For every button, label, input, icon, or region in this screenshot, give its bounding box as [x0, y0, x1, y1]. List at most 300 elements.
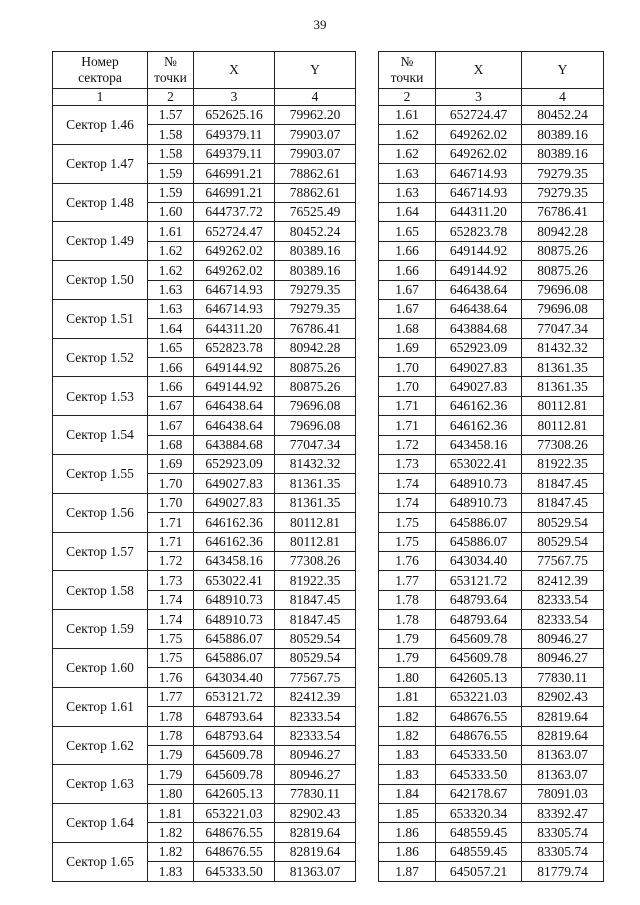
table-row [379, 377, 604, 396]
sector-name-cell: Сектор 1.53 [53, 377, 148, 416]
table-row [379, 396, 604, 415]
table-row [379, 590, 604, 609]
right-coordinates-table [378, 51, 604, 882]
table-row [379, 164, 604, 183]
x-coordinate-cell: 653022.41 [194, 571, 275, 590]
x-coordinate-cell: 644311.20 [194, 319, 275, 338]
point-number-cell: 1.65 [148, 338, 194, 357]
sector-name-cell: Сектор 1.51 [53, 299, 148, 338]
table-row [379, 493, 604, 512]
x-coordinate-cell: 646162.36 [194, 513, 275, 532]
point-number-cell: 1.57 [148, 106, 194, 125]
table-row [379, 648, 604, 667]
right-table-body [379, 106, 604, 882]
x-coordinate-cell: 643884.68 [194, 435, 275, 454]
table-row [379, 106, 604, 125]
y-coordinate-cell: 80942.28 [522, 222, 604, 241]
table-row [379, 416, 604, 435]
table-row [53, 571, 356, 590]
y-coordinate-cell: 79279.35 [522, 164, 604, 183]
x-coordinate-cell: 652823.78 [436, 222, 522, 241]
point-number-cell: 1.82 [379, 707, 436, 726]
x-coordinate-cell: 653221.03 [436, 687, 522, 706]
y-coordinate-cell: 76786.41 [275, 319, 356, 338]
point-number-cell: 1.63 [148, 280, 194, 299]
x-coordinate-cell: 648676.55 [436, 707, 522, 726]
point-number-cell: 1.59 [148, 183, 194, 202]
point-number-cell: 1.82 [148, 842, 194, 861]
y-coordinate-cell: 80529.54 [275, 648, 356, 667]
point-number-cell: 1.66 [148, 377, 194, 396]
point-number-cell: 1.80 [379, 668, 436, 687]
point-number-cell: 1.82 [379, 726, 436, 745]
x-coordinate-cell: 648793.64 [436, 610, 522, 629]
y-coordinate-cell: 80112.81 [275, 532, 356, 551]
y-coordinate-cell: 80875.26 [522, 241, 604, 260]
sector-name-cell: Сектор 1.57 [53, 532, 148, 571]
y-coordinate-cell: 80529.54 [275, 629, 356, 648]
right-header-row [379, 52, 604, 89]
point-number-cell: 1.70 [379, 377, 436, 396]
table-row [379, 125, 604, 144]
y-coordinate-cell: 79903.07 [275, 125, 356, 144]
point-number-cell: 1.76 [148, 668, 194, 687]
x-coordinate-cell: 649144.92 [436, 241, 522, 260]
x-coordinate-cell: 648793.64 [436, 590, 522, 609]
x-coordinate-cell: 643034.40 [194, 668, 275, 687]
y-coordinate-cell: 77308.26 [275, 551, 356, 570]
sector-name-cell: Сектор 1.58 [53, 571, 148, 610]
x-coordinate-cell: 648676.55 [436, 726, 522, 745]
point-number-cell: 1.79 [379, 648, 436, 667]
point-number-cell: 1.77 [148, 687, 194, 706]
sector-name-cell: Сектор 1.59 [53, 610, 148, 649]
y-coordinate-cell: 81361.35 [522, 377, 604, 396]
point-number-cell: 1.71 [379, 396, 436, 415]
y-coordinate-cell: 81363.07 [522, 745, 604, 764]
index-cell: 2 [379, 89, 436, 106]
y-coordinate-cell: 77567.75 [275, 668, 356, 687]
point-number-cell: 1.83 [379, 745, 436, 764]
y-coordinate-cell: 80942.28 [275, 338, 356, 357]
y-coordinate-cell: 81847.45 [275, 610, 356, 629]
point-number-cell: 1.66 [379, 261, 436, 280]
y-coordinate-cell: 80389.16 [275, 261, 356, 280]
y-coordinate-cell: 79279.35 [275, 280, 356, 299]
point-number-cell: 1.73 [379, 455, 436, 474]
x-coordinate-cell: 645609.78 [194, 745, 275, 764]
point-number-cell: 1.71 [148, 532, 194, 551]
x-coordinate-cell: 642605.13 [436, 668, 522, 687]
x-coordinate-cell: 648910.73 [194, 610, 275, 629]
point-number-cell: 1.68 [148, 435, 194, 454]
table-row [379, 513, 604, 532]
sector-name-cell: Сектор 1.64 [53, 804, 148, 843]
x-coordinate-cell: 645886.07 [436, 532, 522, 551]
x-coordinate-cell: 648910.73 [194, 590, 275, 609]
table-row [379, 726, 604, 745]
table-row [379, 261, 604, 280]
x-coordinate-cell: 649262.02 [194, 241, 275, 260]
x-coordinate-cell: 645333.50 [194, 862, 275, 881]
x-coordinate-cell: 652625.16 [194, 106, 275, 125]
x-coordinate-cell: 653121.72 [194, 687, 275, 706]
y-coordinate-cell: 80389.16 [275, 241, 356, 260]
index-cell: 1 [53, 89, 148, 106]
y-coordinate-cell: 81847.45 [522, 493, 604, 512]
y-coordinate-cell: 80875.26 [522, 261, 604, 280]
sector-name-cell: Сектор 1.56 [53, 493, 148, 532]
y-coordinate-cell: 79279.35 [522, 183, 604, 202]
table-row [379, 784, 604, 803]
point-number-cell: 1.81 [148, 804, 194, 823]
table-row [53, 493, 356, 512]
y-coordinate-cell: 82819.64 [522, 726, 604, 745]
y-coordinate-cell: 82819.64 [275, 823, 356, 842]
x-coordinate-cell: 646162.36 [436, 396, 522, 415]
x-coordinate-cell: 649144.92 [194, 358, 275, 377]
table-row [379, 842, 604, 861]
y-coordinate-cell: 82333.54 [275, 707, 356, 726]
point-number-cell: 1.75 [379, 532, 436, 551]
point-number-cell: 1.81 [379, 687, 436, 706]
x-coordinate-cell: 646162.36 [194, 532, 275, 551]
table-row [379, 299, 604, 318]
x-coordinate-cell: 648676.55 [194, 823, 275, 842]
table-row [53, 261, 356, 280]
point-number-cell: 1.76 [379, 551, 436, 570]
y-coordinate-cell: 79696.08 [522, 299, 604, 318]
x-coordinate-cell: 653320.34 [436, 804, 522, 823]
right-index-row [379, 89, 604, 106]
x-coordinate-cell: 653121.72 [436, 571, 522, 590]
x-coordinate-cell: 642605.13 [194, 784, 275, 803]
x-coordinate-cell: 645609.78 [436, 629, 522, 648]
sector-name-cell: Сектор 1.47 [53, 144, 148, 183]
y-coordinate-cell: 82412.39 [522, 571, 604, 590]
sector-name-cell: Сектор 1.63 [53, 765, 148, 804]
point-number-cell: 1.72 [379, 435, 436, 454]
y-coordinate-cell: 80875.26 [275, 377, 356, 396]
left-coordinates-table [52, 51, 356, 882]
y-coordinate-cell: 81847.45 [275, 590, 356, 609]
y-coordinate-cell: 77567.75 [522, 551, 604, 570]
y-coordinate-cell: 81361.35 [275, 493, 356, 512]
y-coordinate-cell: 79696.08 [275, 396, 356, 415]
y-coordinate-cell: 83305.74 [522, 842, 604, 861]
table-row [379, 765, 604, 784]
x-coordinate-cell: 648559.45 [436, 823, 522, 842]
table-row [379, 183, 604, 202]
point-number-cell: 1.70 [148, 474, 194, 493]
point-number-cell: 1.67 [148, 416, 194, 435]
index-cell: 2 [148, 89, 194, 106]
y-coordinate-cell: 79696.08 [275, 416, 356, 435]
x-coordinate-cell: 649262.02 [194, 261, 275, 280]
y-coordinate-cell: 82412.39 [275, 687, 356, 706]
x-coordinate-cell: 646438.64 [436, 280, 522, 299]
y-coordinate-cell: 82819.64 [522, 707, 604, 726]
point-number-cell: 1.78 [148, 707, 194, 726]
sector-name-cell: Сектор 1.46 [53, 106, 148, 145]
x-coordinate-cell: 646438.64 [194, 396, 275, 415]
point-number-cell: 1.58 [148, 125, 194, 144]
y-coordinate-cell: 80452.24 [522, 106, 604, 125]
point-number-cell: 1.83 [148, 862, 194, 881]
table-row [53, 183, 356, 202]
y-coordinate-cell: 82333.54 [522, 610, 604, 629]
y-coordinate-cell: 83392.47 [522, 804, 604, 823]
table-row [379, 629, 604, 648]
y-coordinate-cell: 80452.24 [275, 222, 356, 241]
y-coordinate-cell: 81361.35 [522, 358, 604, 377]
point-number-cell: 1.86 [379, 823, 436, 842]
x-coordinate-cell: 649379.11 [194, 144, 275, 163]
header-x: X [436, 52, 522, 89]
y-coordinate-cell: 80389.16 [522, 125, 604, 144]
point-number-cell: 1.62 [379, 125, 436, 144]
point-number-cell: 1.74 [379, 493, 436, 512]
point-number-cell: 1.64 [379, 202, 436, 221]
sector-name-cell: Сектор 1.52 [53, 338, 148, 377]
x-coordinate-cell: 652823.78 [194, 338, 275, 357]
y-coordinate-cell: 80946.27 [275, 745, 356, 764]
point-number-cell: 1.87 [379, 862, 436, 881]
x-coordinate-cell: 652724.47 [436, 106, 522, 125]
point-number-cell: 1.75 [379, 513, 436, 532]
x-coordinate-cell: 644737.72 [194, 202, 275, 221]
y-coordinate-cell: 80112.81 [522, 416, 604, 435]
point-number-cell: 1.74 [148, 590, 194, 609]
x-coordinate-cell: 646714.93 [194, 299, 275, 318]
point-number-cell: 1.65 [379, 222, 436, 241]
y-coordinate-cell: 82902.43 [522, 687, 604, 706]
x-coordinate-cell: 645886.07 [194, 629, 275, 648]
x-coordinate-cell: 649144.92 [194, 377, 275, 396]
table-row [53, 299, 356, 318]
table-row [379, 222, 604, 241]
y-coordinate-cell: 81779.74 [522, 862, 604, 881]
y-coordinate-cell: 82902.43 [275, 804, 356, 823]
table-row [379, 804, 604, 823]
y-coordinate-cell: 80529.54 [522, 532, 604, 551]
index-cell: 4 [522, 89, 604, 106]
point-number-cell: 1.61 [148, 222, 194, 241]
y-coordinate-cell: 82819.64 [275, 842, 356, 861]
table-row [379, 202, 604, 221]
x-coordinate-cell: 649027.83 [194, 474, 275, 493]
x-coordinate-cell: 649027.83 [194, 493, 275, 512]
x-coordinate-cell: 648910.73 [436, 493, 522, 512]
header-sector-number: Номер сектора [53, 52, 148, 89]
point-number-cell: 1.62 [379, 144, 436, 163]
header-y: Y [522, 52, 604, 89]
x-coordinate-cell: 649379.11 [194, 125, 275, 144]
point-number-cell: 1.63 [148, 299, 194, 318]
x-coordinate-cell: 646438.64 [436, 299, 522, 318]
y-coordinate-cell: 81847.45 [522, 474, 604, 493]
table-row [379, 571, 604, 590]
point-number-cell: 1.63 [379, 183, 436, 202]
y-coordinate-cell: 81432.32 [275, 455, 356, 474]
table-row [53, 144, 356, 163]
table-row [53, 106, 356, 125]
page-number: 39 [313, 17, 327, 32]
point-number-cell: 1.69 [379, 338, 436, 357]
y-coordinate-cell: 79962.20 [275, 106, 356, 125]
x-coordinate-cell: 653221.03 [194, 804, 275, 823]
table-row [379, 610, 604, 629]
x-coordinate-cell: 643458.16 [194, 551, 275, 570]
point-number-cell: 1.66 [379, 241, 436, 260]
table-row [379, 241, 604, 260]
header-point-number: № точки [148, 52, 194, 89]
header-point-number: № точки [379, 52, 436, 89]
x-coordinate-cell: 648793.64 [194, 707, 275, 726]
x-coordinate-cell: 653022.41 [436, 455, 522, 474]
y-coordinate-cell: 80946.27 [522, 648, 604, 667]
x-coordinate-cell: 648559.45 [436, 842, 522, 861]
y-coordinate-cell: 77047.34 [275, 435, 356, 454]
header-y: Y [275, 52, 356, 89]
x-coordinate-cell: 646714.93 [194, 280, 275, 299]
table-row [379, 280, 604, 299]
x-coordinate-cell: 645609.78 [436, 648, 522, 667]
table-row [379, 358, 604, 377]
point-number-cell: 1.78 [379, 590, 436, 609]
point-number-cell: 1.75 [148, 648, 194, 667]
table-row [379, 707, 604, 726]
table-row [53, 765, 356, 784]
table-row [379, 551, 604, 570]
y-coordinate-cell: 80112.81 [522, 396, 604, 415]
y-coordinate-cell: 79696.08 [522, 280, 604, 299]
y-coordinate-cell: 76525.49 [275, 202, 356, 221]
point-number-cell: 1.63 [379, 164, 436, 183]
y-coordinate-cell: 82333.54 [522, 590, 604, 609]
x-coordinate-cell: 646162.36 [436, 416, 522, 435]
y-coordinate-cell: 78862.61 [275, 183, 356, 202]
x-coordinate-cell: 652923.09 [436, 338, 522, 357]
point-number-cell: 1.78 [148, 726, 194, 745]
point-number-cell: 1.69 [148, 455, 194, 474]
x-coordinate-cell: 645609.78 [194, 765, 275, 784]
y-coordinate-cell: 81922.35 [275, 571, 356, 590]
x-coordinate-cell: 649144.92 [436, 261, 522, 280]
y-coordinate-cell: 77308.26 [522, 435, 604, 454]
y-coordinate-cell: 77830.11 [275, 784, 356, 803]
point-number-cell: 1.78 [379, 610, 436, 629]
x-coordinate-cell: 646714.93 [436, 164, 522, 183]
point-number-cell: 1.67 [148, 396, 194, 415]
table-row [379, 455, 604, 474]
y-coordinate-cell: 81432.32 [522, 338, 604, 357]
point-number-cell: 1.86 [379, 842, 436, 861]
point-number-cell: 1.79 [148, 765, 194, 784]
x-coordinate-cell: 648793.64 [194, 726, 275, 745]
table-row [53, 610, 356, 629]
table-row [53, 726, 356, 745]
point-number-cell: 1.79 [148, 745, 194, 764]
y-coordinate-cell: 76786.41 [522, 202, 604, 221]
table-row [53, 338, 356, 357]
y-coordinate-cell: 80875.26 [275, 358, 356, 377]
point-number-cell: 1.64 [148, 319, 194, 338]
point-number-cell: 1.70 [379, 358, 436, 377]
x-coordinate-cell: 648676.55 [194, 842, 275, 861]
table-row [379, 338, 604, 357]
y-coordinate-cell: 78091.03 [522, 784, 604, 803]
y-coordinate-cell: 80112.81 [275, 513, 356, 532]
x-coordinate-cell: 643884.68 [436, 319, 522, 338]
table-row [53, 222, 356, 241]
point-number-cell: 1.68 [379, 319, 436, 338]
y-coordinate-cell: 79279.35 [275, 299, 356, 318]
point-number-cell: 1.67 [379, 280, 436, 299]
point-number-cell: 1.85 [379, 804, 436, 823]
x-coordinate-cell: 652724.47 [194, 222, 275, 241]
point-number-cell: 1.74 [379, 474, 436, 493]
table-row [379, 532, 604, 551]
x-coordinate-cell: 646991.21 [194, 164, 275, 183]
y-coordinate-cell: 81922.35 [522, 455, 604, 474]
y-coordinate-cell: 80389.16 [522, 144, 604, 163]
point-number-cell: 1.61 [379, 106, 436, 125]
x-coordinate-cell: 645333.50 [436, 745, 522, 764]
sector-name-cell: Сектор 1.55 [53, 455, 148, 494]
header-x: X [194, 52, 275, 89]
x-coordinate-cell: 643034.40 [436, 551, 522, 570]
x-coordinate-cell: 648910.73 [436, 474, 522, 493]
table-row [379, 745, 604, 764]
index-cell: 4 [275, 89, 356, 106]
y-coordinate-cell: 81363.07 [522, 765, 604, 784]
y-coordinate-cell: 80946.27 [522, 629, 604, 648]
point-number-cell: 1.62 [148, 241, 194, 260]
point-number-cell: 1.71 [148, 513, 194, 532]
table-row [53, 455, 356, 474]
point-number-cell: 1.58 [148, 144, 194, 163]
table-row [53, 687, 356, 706]
table-row [53, 804, 356, 823]
y-coordinate-cell: 80529.54 [522, 513, 604, 532]
x-coordinate-cell: 649262.02 [436, 125, 522, 144]
x-coordinate-cell: 646714.93 [436, 183, 522, 202]
x-coordinate-cell: 645886.07 [194, 648, 275, 667]
sector-name-cell: Сектор 1.60 [53, 648, 148, 687]
table-row [379, 319, 604, 338]
point-number-cell: 1.83 [379, 765, 436, 784]
point-number-cell: 1.62 [148, 261, 194, 280]
x-coordinate-cell: 649027.83 [436, 358, 522, 377]
point-number-cell: 1.73 [148, 571, 194, 590]
table-row [379, 687, 604, 706]
point-number-cell: 1.70 [148, 493, 194, 512]
y-coordinate-cell: 81363.07 [275, 862, 356, 881]
point-number-cell: 1.67 [379, 299, 436, 318]
point-number-cell: 1.80 [148, 784, 194, 803]
left-index-row [53, 89, 356, 106]
x-coordinate-cell: 649027.83 [436, 377, 522, 396]
table-row [379, 474, 604, 493]
table-row [379, 668, 604, 687]
sector-name-cell: Сектор 1.50 [53, 261, 148, 300]
table-row [53, 648, 356, 667]
point-number-cell: 1.79 [379, 629, 436, 648]
point-number-cell: 1.77 [379, 571, 436, 590]
table-row [379, 144, 604, 163]
index-cell: 3 [436, 89, 522, 106]
